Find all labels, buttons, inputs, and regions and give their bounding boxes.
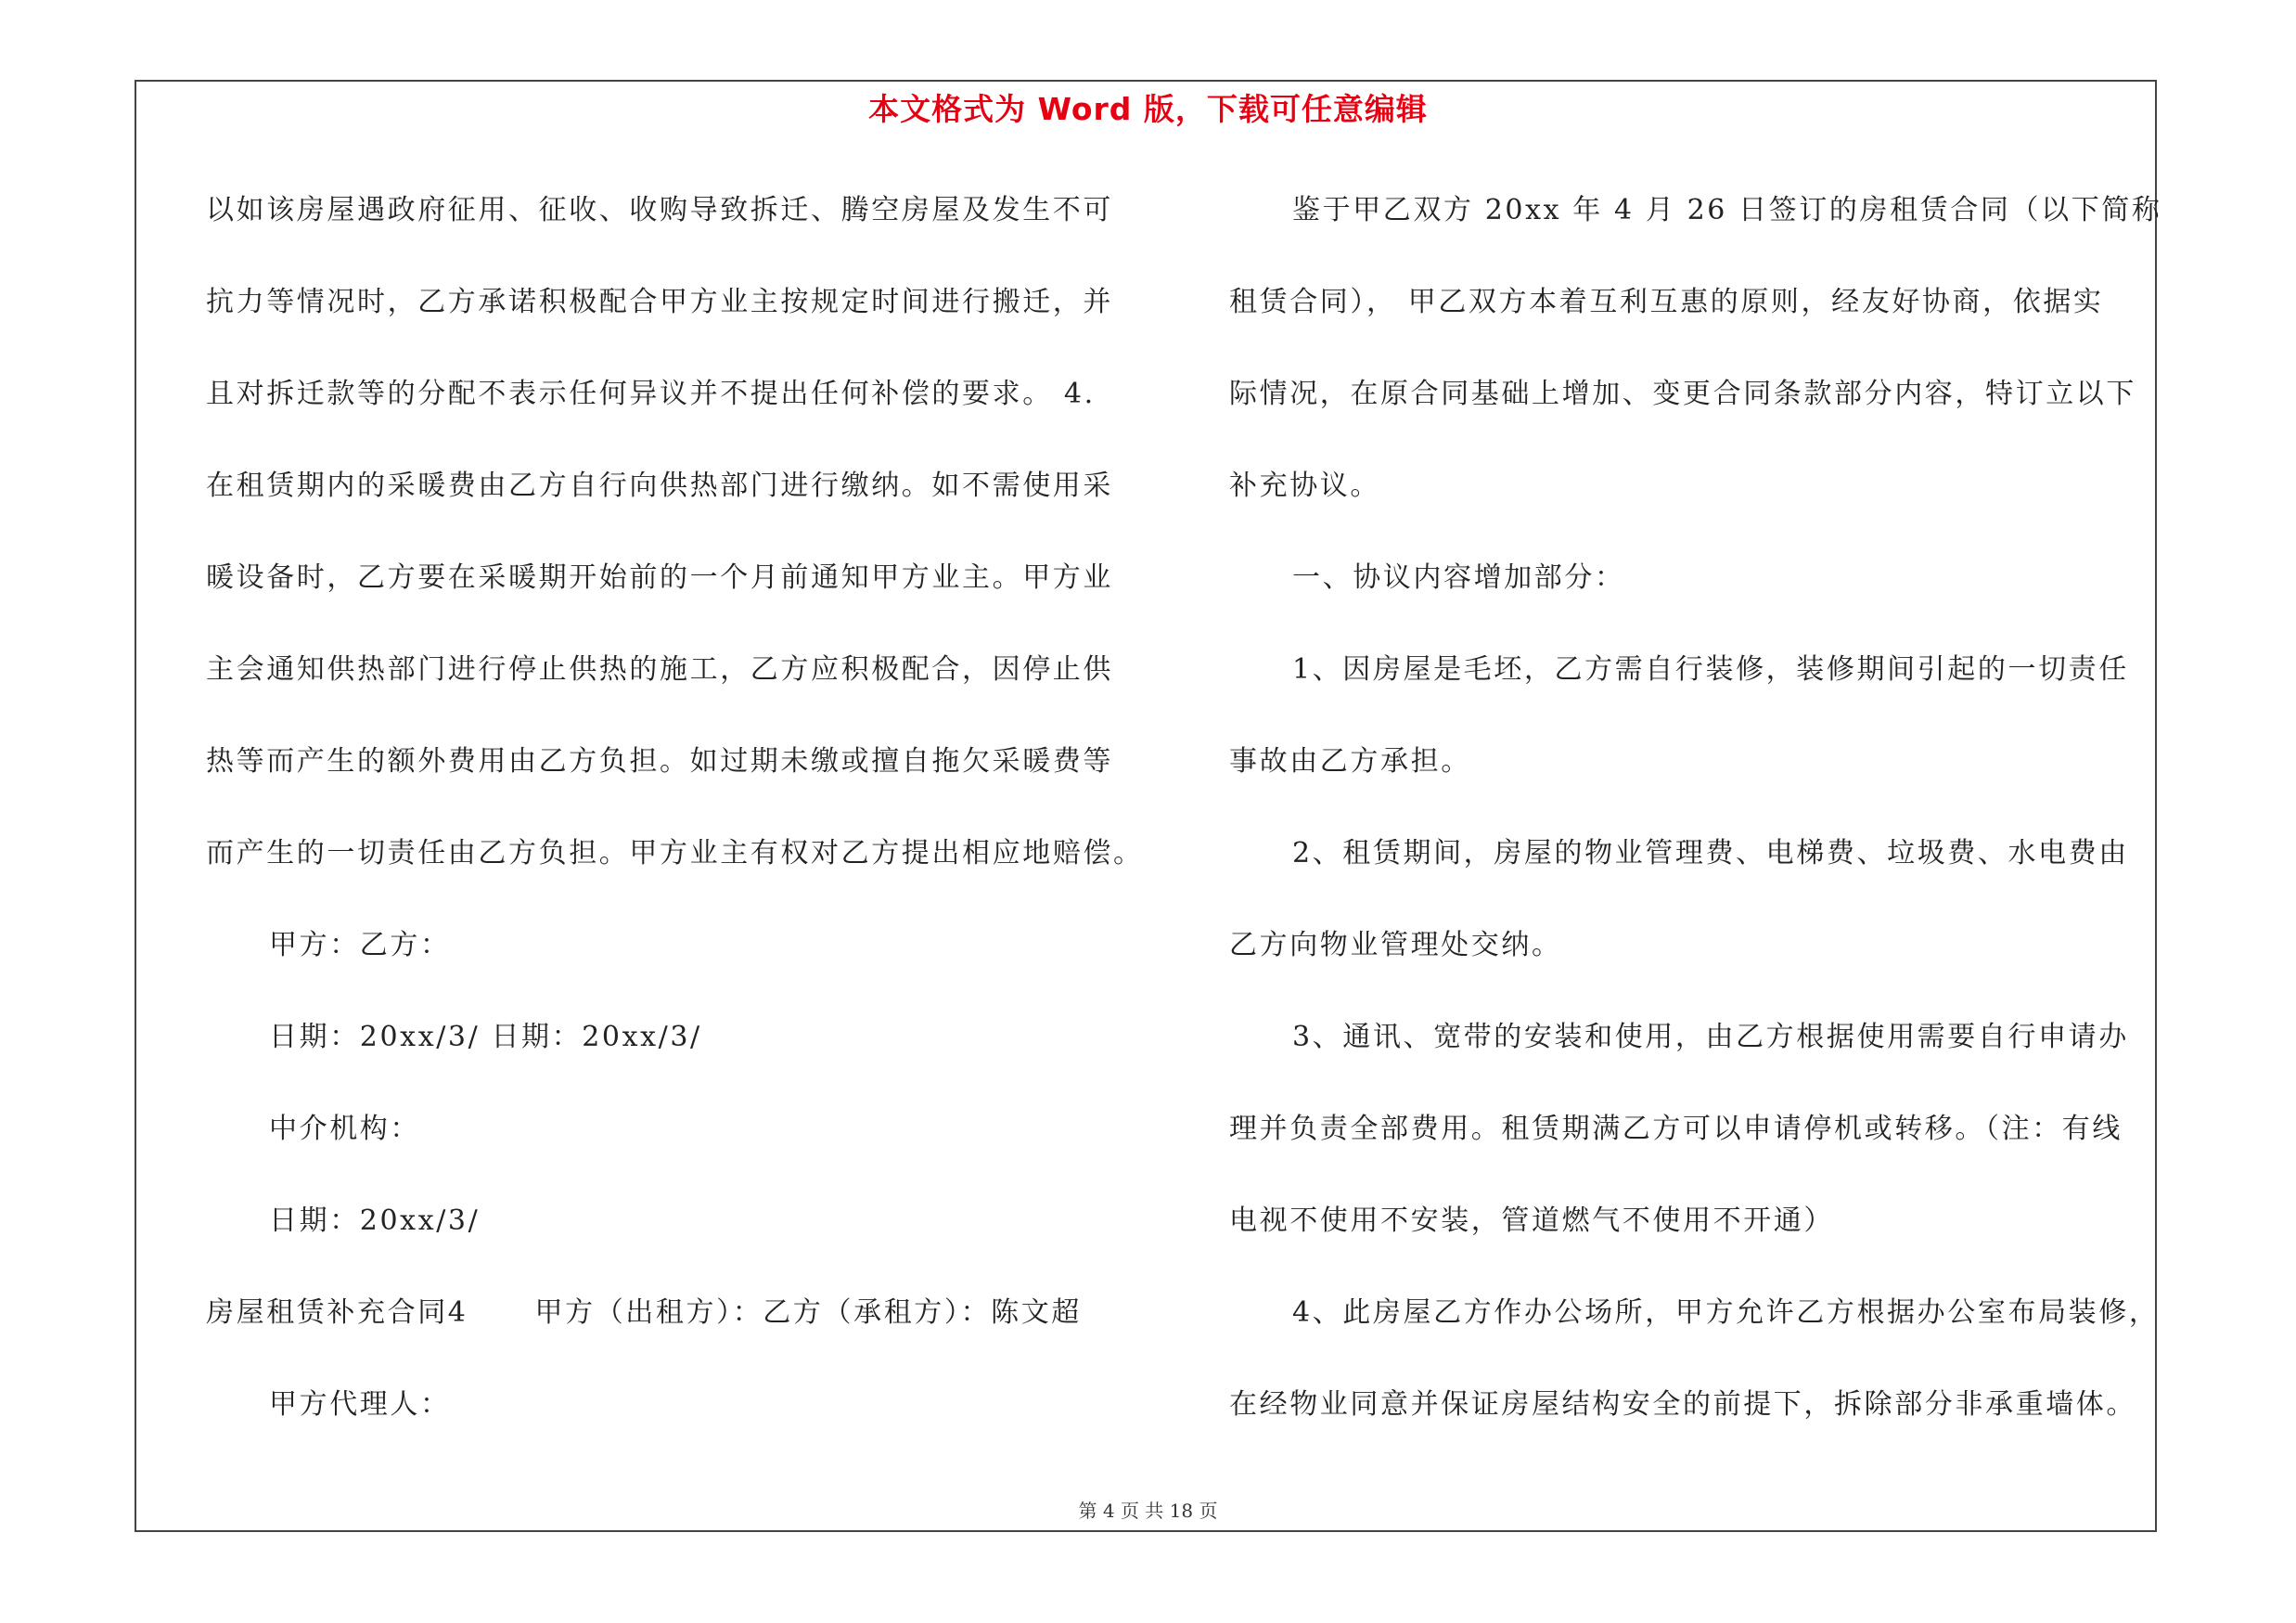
agency-label: 中介机构： (269, 1113, 420, 1145)
text-line: 电视不使用不安装，管道燃气不使用不开通） (1229, 1204, 1834, 1237)
agency-date: 日期：20xx/3/ (269, 1204, 481, 1237)
text-line: 以如该房屋遇政府征用、征收、收购导致拆迁、腾空房屋及发生不可 (206, 194, 1113, 226)
text-line: 热等而产生的额外费用由乙方负担。如过期未缴或擅自拖欠采暖费等 (206, 745, 1113, 778)
text-line: 乙方向物业管理处交纳。 (1229, 929, 1562, 961)
text-line: 租赁合同）， 甲乙双方本着互利互惠的原则，经友好协商，依据实 (1229, 286, 2104, 318)
text-line: 1、因房屋是毛坯，乙方需自行装修，装修期间引起的一切责任 (1292, 653, 2129, 686)
right-column (1229, 187, 2166, 1473)
contract-title: 房屋租赁补充合同4 (206, 1296, 468, 1329)
text-line: 理并负责全部费用。租赁期满乙方可以申请停机或转移。（注：有线 (1229, 1113, 2123, 1145)
text-line: 际情况，在原合同基础上增加、变更合同条款部分内容，特订立以下 (1229, 378, 2136, 410)
text-line: 暖设备时，乙方要在采暖期开始前的一个月前通知甲方业主。甲方业 (206, 561, 1113, 594)
agent-label: 甲方代理人： (269, 1388, 451, 1421)
text-line: 在租赁期内的采暖费由乙方自行向供热部门进行缴纳。如不需使用采 (206, 470, 1113, 502)
signature-dates: 日期：20xx/3/ 日期：20xx/3/ (269, 1021, 702, 1053)
text-line: 主会通知供热部门进行停止供热的施工，乙方应积极配合，因停止供 (206, 653, 1113, 686)
header-banner: 本文格式为 Word 版，下载可任意编辑 (868, 91, 1428, 127)
text-line: 补充协议。 (1229, 470, 1380, 502)
text-line: 2、租赁期间，房屋的物业管理费、电梯费、垃圾费、水电费由 (1292, 837, 2129, 869)
contract-heading-line (206, 1289, 1143, 1381)
section-heading: 一、协议内容增加部分： (1292, 561, 1625, 594)
text-line: 抗力等情况时，乙方承诺积极配合甲方业主按规定时间进行搬迁，并 (206, 286, 1113, 318)
text-line: 鉴于甲乙双方 20xx 年 4 月 26 日签订的房租赁合同（以下简称 (1292, 194, 2162, 226)
text-line: 事故由乙方承担。 (1229, 745, 1471, 778)
text-line: 3、通讯、宽带的安装和使用，由乙方根据使用需要自行申请办 (1292, 1021, 2129, 1053)
signature-parties: 甲方：乙方： (269, 929, 451, 961)
text-line: 4、此房屋乙方作办公场所，甲方允许乙方根据办公室布局装修， (1292, 1296, 2160, 1329)
contract-parties: 甲方（出租方）：乙方（承租方）：陈文超 (534, 1296, 1082, 1329)
text-line: 而产生的一切责任由乙方负担。甲方业主有权对乙方提出相应地赔偿。 (206, 837, 1144, 869)
left-column (206, 187, 1143, 1473)
text-line: 在经物业同意并保证房屋结构安全的前提下，拆除部分非承重墙体。 (1229, 1388, 2136, 1421)
text-line: 且对拆迁款等的分配不表示任何异议并不提出任何补偿的要求。 4. (206, 378, 1096, 410)
page-number: 第 4 页 共 18 页 (1078, 1500, 1218, 1522)
